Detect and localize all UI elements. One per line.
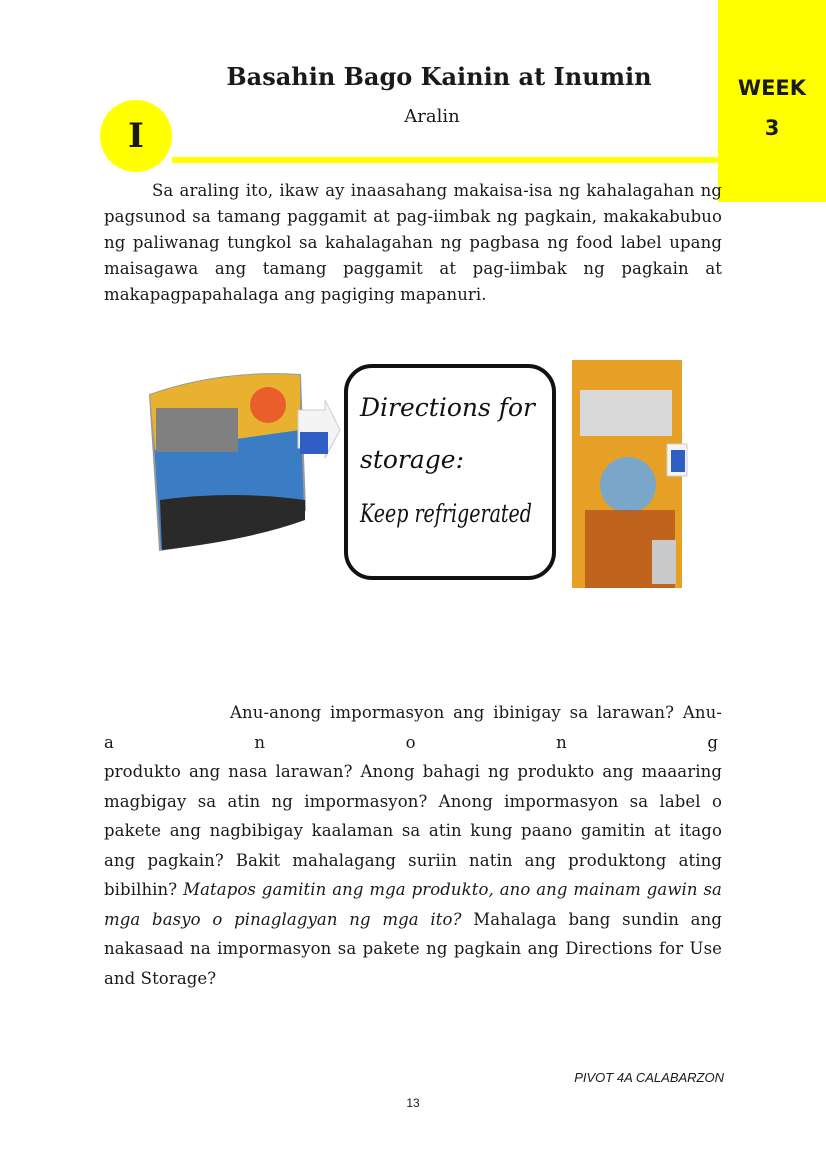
question-tail: Mahalaga bang sundin ang nakasaad na impormasyon sa pakete ng pagkain ang Directions for Use and Storage? xyxy=(104,909,722,988)
spaced-letter: g xyxy=(707,732,718,752)
food-label-illustration xyxy=(140,350,700,595)
juice-box-image xyxy=(572,360,682,588)
spaced-letter: n xyxy=(254,732,266,752)
footer-organization: PIVOT 4A CALABARZON xyxy=(574,1070,724,1085)
guide-questions xyxy=(104,698,722,993)
week-badge xyxy=(718,0,826,202)
spaced-letter: o xyxy=(405,732,416,752)
header-divider xyxy=(172,157,720,163)
question-line-1: Anu-anong impormasyon ang ibinigay sa larawan? Anu- xyxy=(230,703,722,722)
spaced-letters-line xyxy=(104,728,722,758)
label-line-1: Directions for xyxy=(360,393,536,422)
label-line-2: storage: xyxy=(360,445,465,474)
spaced-letter: a xyxy=(104,732,114,752)
page-title: Basahin Bago Kainin at Inumin xyxy=(226,62,652,91)
question-italic: Matapos gamitin ang mga produkto, ano ang mainam gawin sa mga basyo o pinaglagyan ng mga ito? xyxy=(104,880,722,929)
week-label: WEEK xyxy=(737,76,807,100)
label-line-3: Keep refrigerated xyxy=(359,499,532,528)
spaced-letter: n xyxy=(556,732,567,752)
section-letter-badge: I xyxy=(100,100,172,172)
ice-cream-package-image xyxy=(150,374,305,550)
week-number: 3 xyxy=(764,116,780,140)
question-body: produkto ang nasa larawan? Anong bahagi ng produkto ang maaaring magbigay sa atin ng impormasyon? Anong impormasyon sa label o pakete ang nagbibigay kaalaman sa atin kung paano gamitin at itago ang pagkain? Bakit mahalagang suriin natin ang produktong ating bibilhin? xyxy=(104,762,722,899)
page-subtitle: Aralin xyxy=(404,106,460,127)
intro-paragraph: Sa araling ito, ikaw ay inaasahang makaisa-isa ng kahalagahan ng pagsunod sa tamang paggamit at pag-iimbak ng pagkain, makakabubuo ng paliwanag tungkol sa kahalagahan ng pagbasa ng food label upang maisagawa ang tamang paggamit at pag-iimbak ng pagkain at makapagpapahalaga ang pagiging mapanuri. xyxy=(104,181,722,304)
page-number: 13 xyxy=(406,1096,420,1110)
